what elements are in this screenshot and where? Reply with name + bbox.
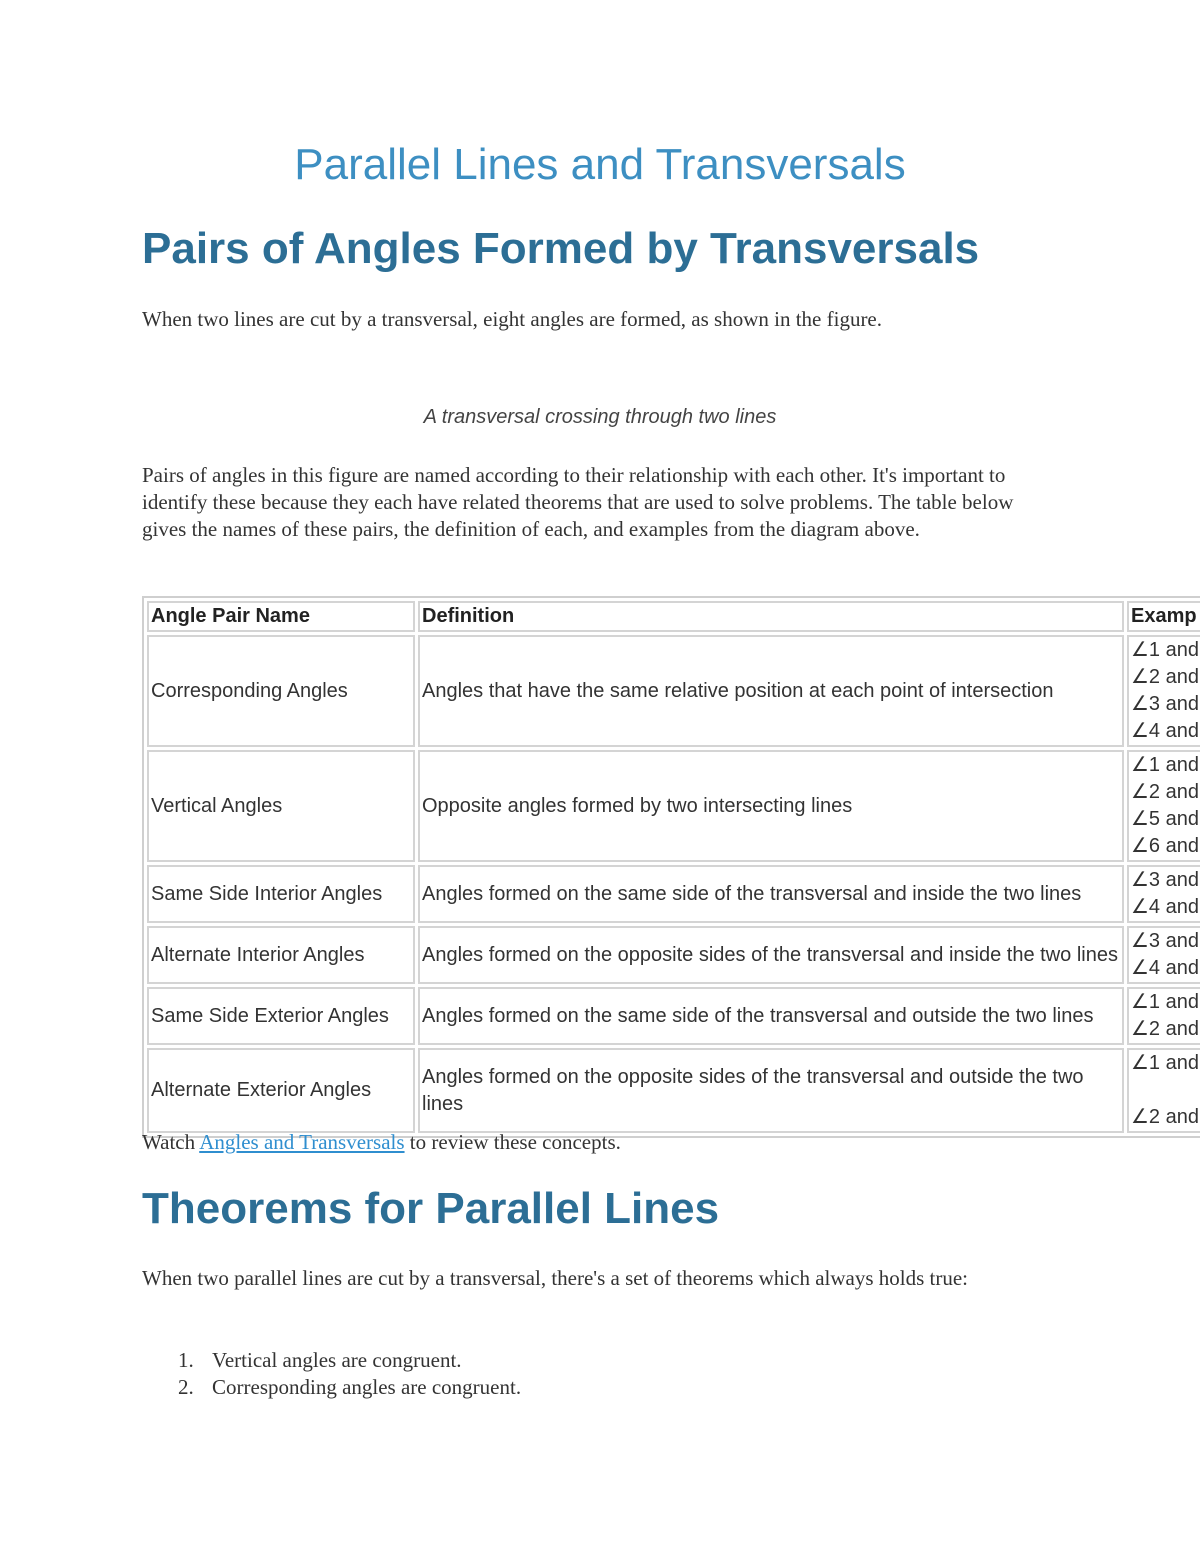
header-examples: Examp	[1127, 601, 1200, 632]
definition-cell: Angles formed on the same side of the transversal and outside the two lines	[418, 987, 1124, 1045]
example-line: ∠1 and	[1131, 754, 1199, 776]
table-body	[147, 635, 1200, 1133]
definition-cell: Angles formed on the opposite sides of the transversal and outside the two lines	[418, 1048, 1124, 1133]
list-item	[142, 1374, 521, 1401]
header-angle-pair-name: Angle Pair Name	[147, 601, 415, 632]
definition-cell: Angles formed on the opposite sides of the transversal and inside the two lines	[418, 926, 1124, 984]
section-heading-pairs-of-angles: Pairs of Angles Formed by Transversals	[142, 224, 980, 273]
definition-cell: Angles formed on the same side of the transversal and inside the two lines	[418, 865, 1124, 923]
angle-pair-name-cell: Alternate Interior Angles	[147, 926, 415, 984]
theorems-intro-paragraph: When two parallel lines are cut by a transversal, there's a set of theorems which always holds true:	[142, 1266, 969, 1290]
examples-cell	[1127, 635, 1200, 747]
examples-cell	[1127, 750, 1200, 862]
examples-cell	[1127, 1048, 1200, 1133]
list-item	[142, 1347, 521, 1374]
example-line: ∠4 and	[1131, 896, 1199, 918]
examples-cell	[1127, 987, 1200, 1045]
definition-cell: Angles that have the same relative position at each point of intersection	[418, 635, 1124, 747]
example-line: ∠3 and	[1131, 869, 1199, 891]
table-row	[147, 750, 1200, 862]
example-line: ∠2 and	[1131, 781, 1199, 803]
watch-suffix: to review these concepts.	[404, 1130, 621, 1154]
table-row	[147, 926, 1200, 984]
example-line: ∠6 and	[1131, 835, 1199, 857]
table-row	[147, 865, 1200, 923]
watch-prefix: Watch	[142, 1130, 200, 1154]
angle-pair-name-cell: Corresponding Angles	[147, 635, 415, 747]
figure-caption: A transversal crossing through two lines	[423, 406, 777, 428]
list-item-text: Vertical angles are congruent.	[212, 1348, 462, 1372]
header-definition: Definition	[418, 601, 1124, 632]
example-line	[1131, 1077, 1200, 1104]
watch-paragraph	[142, 1129, 1042, 1156]
angles-and-transversals-link[interactable]: Angles and Transversals	[199, 1130, 405, 1154]
table-row	[147, 635, 1200, 747]
list-item-number: 2.	[178, 1375, 194, 1399]
angle-pairs-paragraph: Pairs of angles in this figure are named according to their relationship with each other. It's important to identify these because they each have related theorems that are used to solve problems. The table below gives the names of these pairs, the definition of each, and examples from the diagram above.	[142, 463, 1014, 541]
table-header-row	[147, 601, 1200, 632]
definition-cell: Opposite angles formed by two intersecting lines	[418, 750, 1124, 862]
angle-pairs-table	[142, 596, 1200, 1138]
example-line: ∠2 and	[1131, 1106, 1199, 1128]
example-line: ∠3 and	[1131, 693, 1199, 715]
table-row	[147, 1048, 1200, 1133]
example-line: ∠3 and	[1131, 930, 1199, 952]
example-line: ∠1 and	[1131, 991, 1199, 1013]
example-line: ∠5 and	[1131, 808, 1199, 830]
examples-cell	[1127, 865, 1200, 923]
example-line: ∠4 and	[1131, 720, 1199, 742]
section-heading-theorems: Theorems for Parallel Lines	[142, 1184, 720, 1233]
example-line: ∠1 and	[1131, 1052, 1199, 1074]
list-item-text: Corresponding angles are congruent.	[212, 1375, 522, 1399]
list-item-number: 1.	[178, 1348, 194, 1372]
angle-pair-name-cell: Same Side Exterior Angles	[147, 987, 415, 1045]
table-row	[147, 987, 1200, 1045]
example-line: ∠4 and	[1131, 957, 1199, 979]
theorems-list	[142, 1347, 521, 1401]
examples-cell	[1127, 926, 1200, 984]
document-title: Parallel Lines and Transversals	[294, 140, 906, 189]
example-line: ∠1 and	[1131, 639, 1199, 661]
intro-paragraph: When two lines are cut by a transversal, eight angles are formed, as shown in the figure.	[142, 307, 883, 331]
example-line: ∠2 and	[1131, 1018, 1199, 1040]
angle-pair-name-cell: Vertical Angles	[147, 750, 415, 862]
angle-pair-name-cell: Same Side Interior Angles	[147, 865, 415, 923]
example-line: ∠2 and	[1131, 666, 1199, 688]
angle-pair-name-cell: Alternate Exterior Angles	[147, 1048, 415, 1133]
